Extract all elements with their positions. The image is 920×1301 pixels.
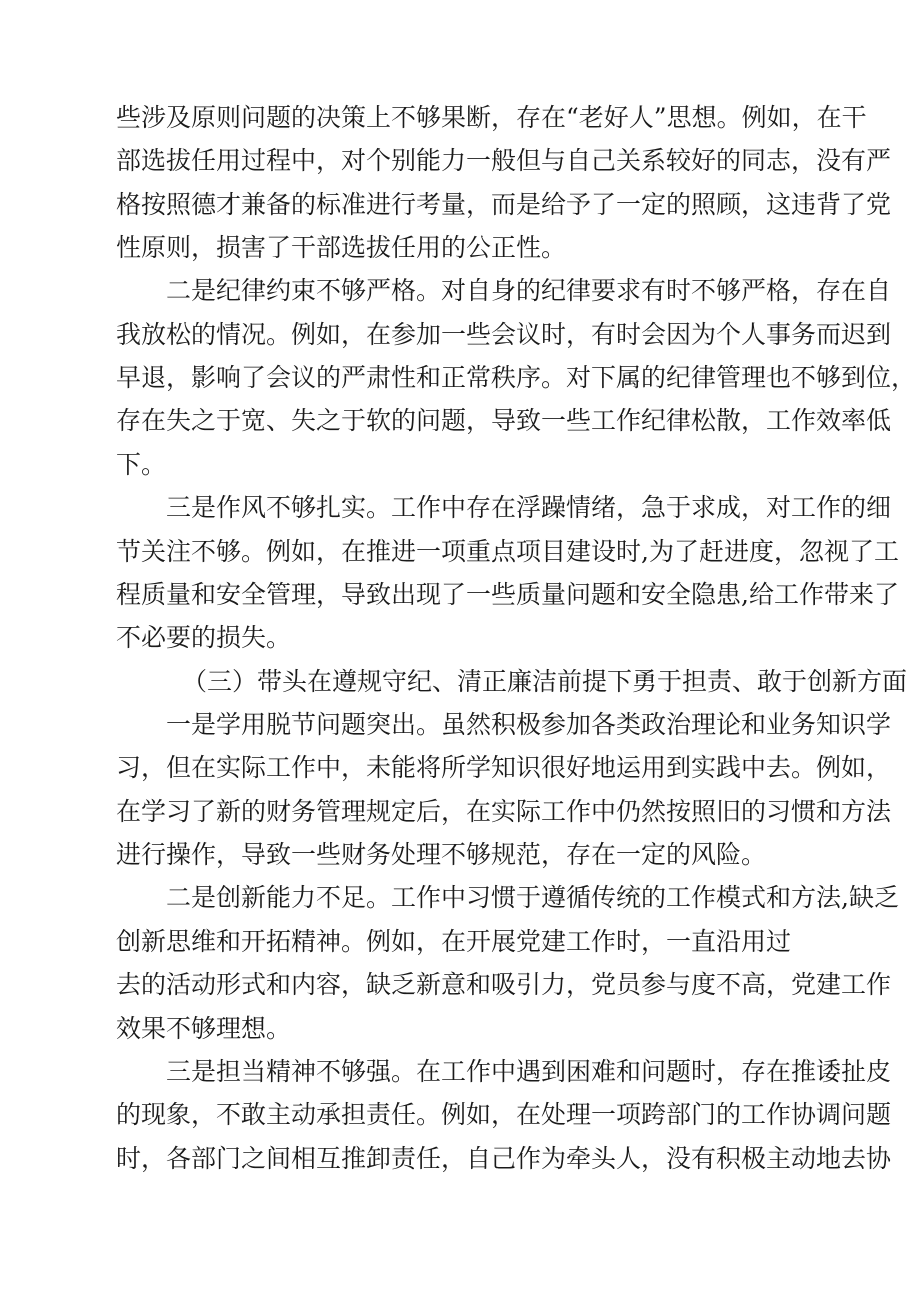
section-heading: （三）带头在遵规守纪、清正廉洁前提下勇于担责、敢于创新方面 [182,667,908,696]
paragraph-first-line: 二是纪律约束不够严格。对自身的纪律要求有时不够严格，存在自 [166,276,892,305]
text-line: 的现象，不敢主动承担责任。例如，在处理一项跨部门的工作协调问题 [116,1100,892,1129]
text-line: 在学习了新的财务管理规定后，在实际工作中仍然按照旧的习惯和方法 [116,797,892,826]
text-line: 进行操作，导致一些财务处理不够规范，存在一定的风险。 [116,840,767,869]
paragraph-first-line: 二是创新能力不足。工作中习惯于遵循传统的工作模式和方法,缺乏 [166,883,899,912]
paragraph-first-line: 一是学用脱节问题突出。虽然积极参加各类政治理论和业务知识学 [166,710,892,739]
text-line: 习，但在实际工作中，未能将所学知识很好地运用到实践中去。例如， [116,753,892,782]
text-line: 效果不够理想。 [116,1014,292,1043]
text-line: 格按照德才兼备的标准进行考量，而是给予了一定的照顾，这违背了党 [116,190,892,219]
text-line: 性原则，损害了干部选拔任用的公正性。 [116,233,567,262]
paragraph-first-line: 三是担当精神不够强。在工作中遇到困难和问题时，存在推诿扯皮 [166,1057,892,1086]
text-line: 去的活动形式和内容，缺乏新意和吸引力，党员参与度不高，党建工作 [116,970,892,999]
text-line: 我放松的情况。例如，在参加一些会议时，有时会因为个人事务而迟到 [116,320,892,349]
text-line: 下。 [116,450,167,479]
text-line: 不必要的损失。 [116,623,292,652]
text-line: 节关注不够。例如，在推进一项重点项目建设时,为了赶进度，忽视了工 [116,537,899,566]
text-line: 存在失之于宽、失之于软的问题，导致一些工作纪律松散，工作效率低 [116,406,892,435]
text-line: 些涉及原则问题的决策上不够果断，存在“老好人”思想。例如，在干 [116,103,867,132]
text-line: 创新思维和开拓精神。例如，在开展党建工作时，一直沿用过 [116,927,792,956]
text-line: 时，各部门之间相互推卸责任，自己作为牵头人，没有积极主动地去协 [116,1144,892,1173]
text-line: 程质量和安全管理，导致出现了一些质量问题和安全隐患,给工作带来了 [116,580,899,609]
text-line: 部选拔任用过程中，对个别能力一般但与自己关系较好的同志，没有严 [116,146,892,175]
text-line: 早退，影响了会议的严肃性和正常秩序。对下属的纪律管理也不够到位， [116,363,917,392]
paragraph-first-line: 三是作风不够扎实。工作中存在浮躁情绪，急于求成，对工作的细 [166,493,892,522]
